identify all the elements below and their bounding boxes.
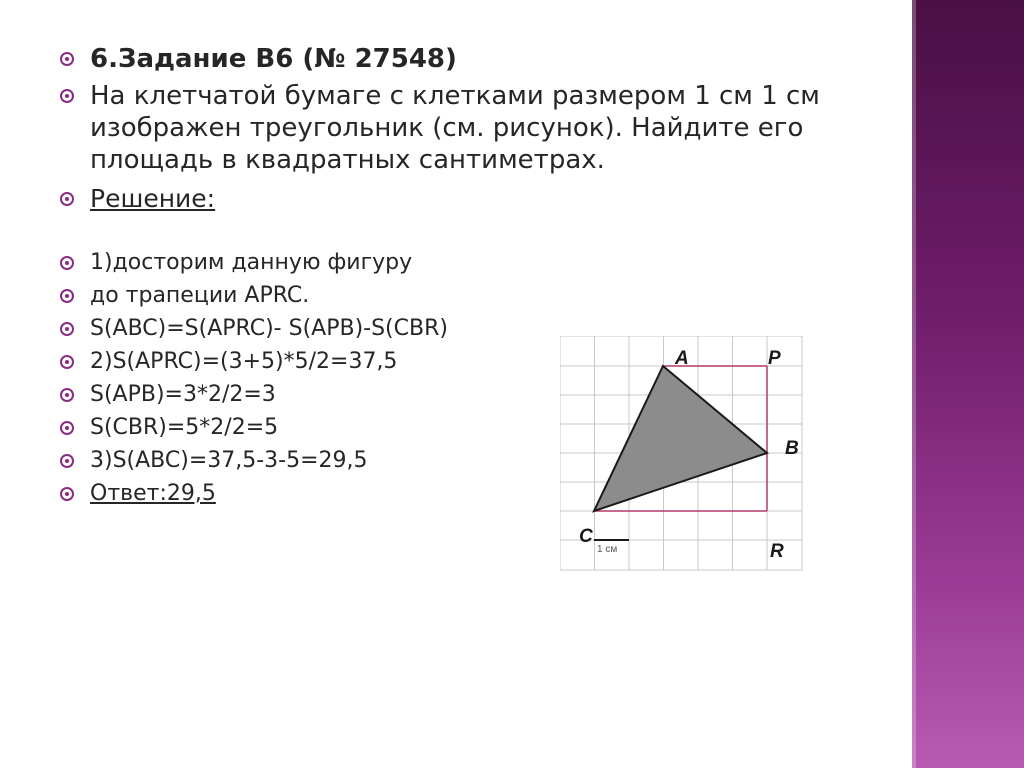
bullet-icon: [60, 192, 74, 206]
bullet-icon: [60, 256, 74, 270]
bullet-icon: [60, 388, 74, 402]
task-title-text: 6.Задание В6 (№ 27548): [90, 44, 457, 74]
triangle-figure: [560, 336, 810, 576]
solution-heading: [60, 184, 860, 214]
problem-text: На клетчатой бумаге с клетками размером 1 см 1 см изображен треугольник (см. рисунок). Найдите его площадь в квадратных сантиметрах.: [90, 81, 820, 175]
point-label-c: C: [579, 526, 593, 547]
solution-step-text: S(APB)=3*2/2=3: [90, 382, 276, 407]
solution-step-text: 1)досторим данную фигуру: [90, 250, 413, 275]
solution-step-text: S(ABC)=S(APRC)- S(APB)-S(CBR): [90, 316, 448, 341]
decorative-side-band: [912, 0, 1024, 768]
bullet-icon: [60, 421, 74, 435]
solution-step-text: до трапеции APRC.: [90, 283, 310, 308]
task-title: [60, 42, 860, 76]
problem-statement: [60, 80, 860, 176]
answer-text: Ответ:29,5: [90, 481, 216, 506]
bullet-icon: [60, 487, 74, 501]
bullet-icon: [60, 355, 74, 369]
point-label-r: R: [770, 541, 784, 562]
solution-step: [60, 248, 860, 277]
bullet-icon: [60, 289, 74, 303]
solution-step-text: 2)S(APRC)=(3+5)*5/2=37,5: [90, 349, 398, 374]
solution-step-text: S(CBR)=5*2/2=5: [90, 415, 279, 440]
point-label-b: B: [785, 438, 799, 459]
bullet-icon: [60, 52, 74, 66]
bullet-icon: [60, 322, 74, 336]
bullet-icon: [60, 454, 74, 468]
solution-step-text: 3)S(ABC)=37,5-3-5=29,5: [90, 448, 368, 473]
point-label-a: A: [675, 348, 689, 369]
solution-heading-text: Решение:: [90, 184, 216, 213]
point-label-p: P: [768, 348, 781, 369]
bullet-icon: [60, 89, 74, 103]
scale-label: 1 см: [597, 544, 618, 555]
solution-step: [60, 281, 860, 310]
